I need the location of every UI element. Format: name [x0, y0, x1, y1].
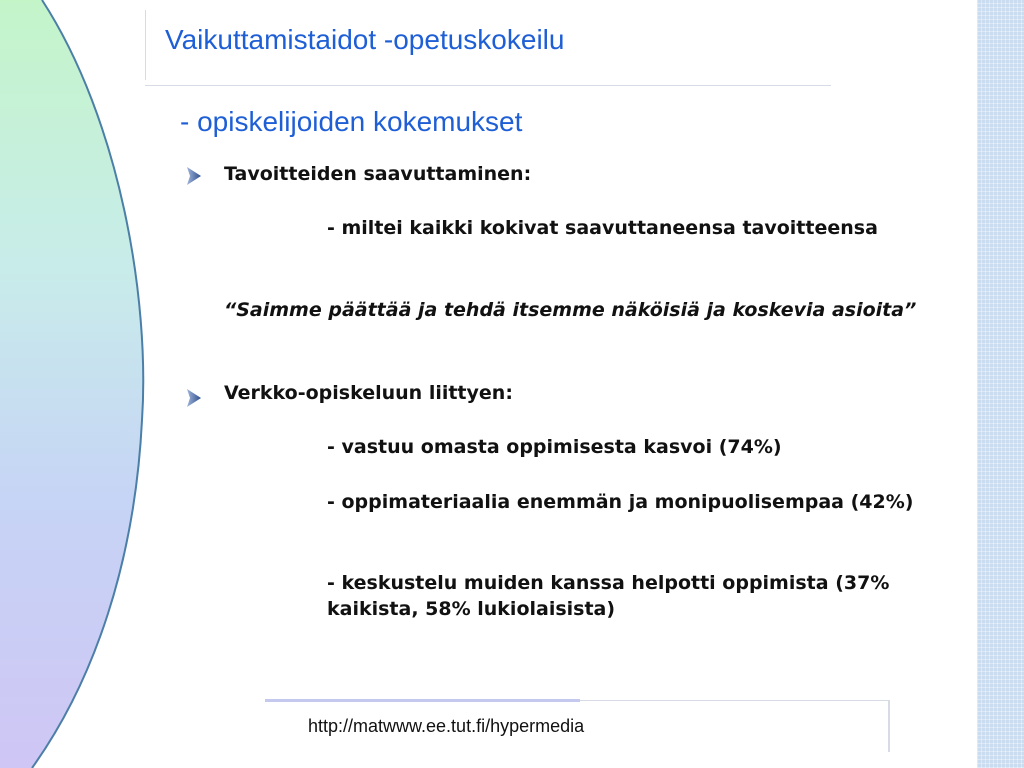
section-heading-goals: Tavoitteiden saavuttaminen:	[224, 163, 532, 185]
slide-title: Vaikuttamistaidot -opetuskokeilu	[165, 24, 565, 55]
slide-subtitle: - opiskelijoiden kokemukset	[180, 106, 523, 137]
footer-url-link[interactable]: http://matwww.ee.tut.fi/hypermedia	[308, 716, 585, 736]
section-item: - keskustelu muiden kanssa helpotti oppimista (37% kaikista, 58% lukiolaisista)	[327, 572, 890, 620]
title-divider-horizontal	[145, 85, 831, 86]
student-quote: “Saimme päättää ja tehdä itsemme näköisiä ja koskevia asioita”	[224, 299, 917, 321]
left-decorative-arc	[0, 0, 150, 768]
title-divider-vertical	[145, 10, 146, 80]
section-heading-online-study: Verkko-opiskeluun liittyen:	[224, 382, 513, 404]
footer-divider-vertical	[888, 700, 890, 752]
bullet-arrow-icon	[186, 166, 202, 186]
footer-divider	[580, 700, 890, 701]
section-item: - oppimateriaalia enemmän ja monipuolisempaa (42%)	[327, 491, 914, 513]
section-item: - vastuu omasta oppimisesta kasvoi (74%)	[327, 436, 782, 458]
right-decorative-strip	[977, 0, 1024, 768]
section-item: - miltei kaikki kokivat saavuttaneensa tavoitteensa	[327, 217, 878, 239]
footer-divider-accent	[265, 699, 580, 702]
bullet-arrow-icon	[186, 388, 202, 408]
